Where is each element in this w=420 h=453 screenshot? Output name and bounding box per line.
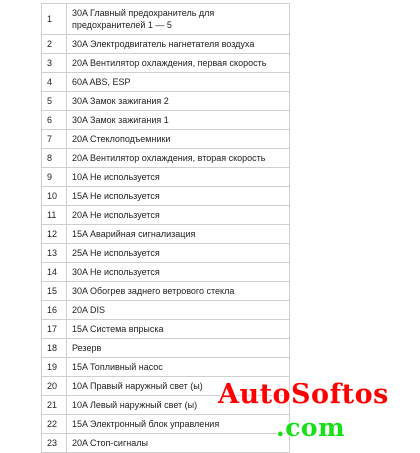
fuse-number: 17 xyxy=(42,320,67,339)
fuse-number: 19 xyxy=(42,358,67,377)
table-row xyxy=(42,225,290,244)
fuse-number: 23 xyxy=(42,434,67,453)
fuse-description: 20A DIS xyxy=(67,301,290,320)
fuse-number: 5 xyxy=(42,92,67,111)
fuse-number: 7 xyxy=(42,130,67,149)
table-row xyxy=(42,35,290,54)
fuse-number: 2 xyxy=(42,35,67,54)
fuse-number: 12 xyxy=(42,225,67,244)
table-row xyxy=(42,4,290,35)
fuse-description: 15A Электронный блок управления xyxy=(67,415,290,434)
fuse-number: 21 xyxy=(42,396,67,415)
table-row xyxy=(42,377,290,396)
fuse-description: 60A ABS, ESP xyxy=(67,73,290,92)
table-row xyxy=(42,187,290,206)
fuse-number: 18 xyxy=(42,339,67,358)
fuse-number: 14 xyxy=(42,263,67,282)
fuse-number: 10 xyxy=(42,187,67,206)
table-row xyxy=(42,149,290,168)
fuse-number: 20 xyxy=(42,377,67,396)
fuse-description: 30A Главный предохранитель для предохранителей 1 — 5 xyxy=(67,4,290,35)
table-row xyxy=(42,111,290,130)
table-row xyxy=(42,206,290,225)
table-row xyxy=(42,244,290,263)
fuse-description: 20A Вентилятор охлаждения, первая скорость xyxy=(67,54,290,73)
table-row xyxy=(42,282,290,301)
fuse-description: 10A Не используется xyxy=(67,168,290,187)
fuse-description: 20A Вентилятор охлаждения, вторая скорость xyxy=(67,149,290,168)
fuse-number: 3 xyxy=(42,54,67,73)
fuse-description: 20A Не используется xyxy=(67,206,290,225)
table-row xyxy=(42,130,290,149)
fuse-description: 30A Замок зажигания 1 xyxy=(67,111,290,130)
table-row xyxy=(42,301,290,320)
table-row xyxy=(42,358,290,377)
fuse-description: 30A Обогрев заднего ветрового стекла xyxy=(67,282,290,301)
watermark-domain: .com xyxy=(276,413,346,442)
fuse-description: 20A Стоп-сигналы xyxy=(67,434,290,453)
table-row xyxy=(42,54,290,73)
fuse-number: 1 xyxy=(42,4,67,35)
fuse-number: 15 xyxy=(42,282,67,301)
fuse-number: 11 xyxy=(42,206,67,225)
fuse-number: 13 xyxy=(42,244,67,263)
table-row xyxy=(42,415,290,434)
fuse-description: 30A Замок зажигания 2 xyxy=(67,92,290,111)
fuse-table xyxy=(41,3,290,453)
fuse-number: 8 xyxy=(42,149,67,168)
fuse-description: 15A Аварийная сигнализация xyxy=(67,225,290,244)
fuse-table-body xyxy=(42,4,290,453)
table-row xyxy=(42,168,290,187)
fuse-description: Резерв xyxy=(67,339,290,358)
fuse-number: 22 xyxy=(42,415,67,434)
table-row xyxy=(42,339,290,358)
table-row xyxy=(42,263,290,282)
fuse-description: 10A Правый наружный свет (ы) xyxy=(67,377,290,396)
table-row xyxy=(42,73,290,92)
fuse-description: 30A Не используется xyxy=(67,263,290,282)
fuse-description: 15A Топливный насос xyxy=(67,358,290,377)
watermark-brand: AutoSoftos xyxy=(218,379,389,410)
fuse-description: 15A Система впрыска xyxy=(67,320,290,339)
fuse-description: 30A Электродвигатель нагнетателя воздуха xyxy=(67,35,290,54)
fuse-description: 15A Не используется xyxy=(67,187,290,206)
table-row xyxy=(42,396,290,415)
fuse-description: 10A Левый наружный свет (ы) xyxy=(67,396,290,415)
fuse-description: 20A Стеклоподъемники xyxy=(67,130,290,149)
table-row xyxy=(42,320,290,339)
fuse-number: 6 xyxy=(42,111,67,130)
fuse-number: 9 xyxy=(42,168,67,187)
fuse-description: 25A Не используется xyxy=(67,244,290,263)
fuse-number: 16 xyxy=(42,301,67,320)
fuse-number: 4 xyxy=(42,73,67,92)
table-row xyxy=(42,92,290,111)
